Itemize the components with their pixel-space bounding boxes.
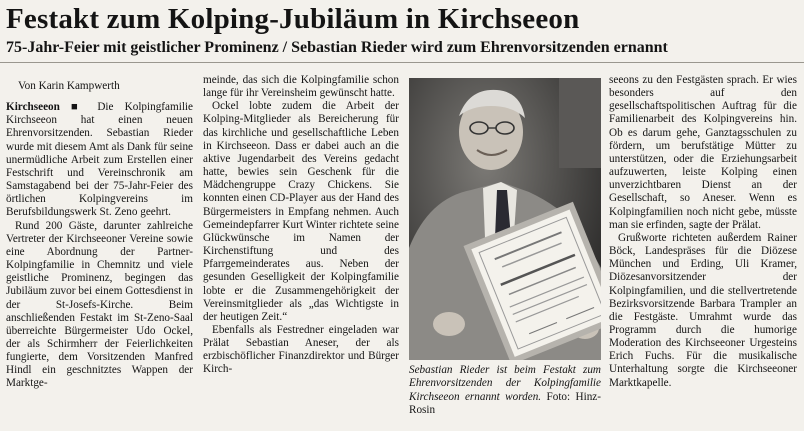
- byline: Von Karin Kampwerth: [18, 80, 120, 92]
- article-column-4: [609, 74, 797, 431]
- subheadline: 75-Jahr-Feier mit geistlicher Prominenz / Sebastian Rieder wird zum Ehrenvorsitzenden ernannt: [6, 39, 668, 56]
- paragraph: seeons zu den Festgästen sprach. Er wies besonders auf den gesellschaftspolitischen Auftrag für die Familienarbeit des Kolpingvereins hin. Ob es darum gehe, Ganztagsschulen zu fördern, um berufstätige Mütter zu unterstützen, oder die Erziehungsarbeit aufzuwerten, leiste Kolping einen unverzichtbaren Dienst an der Gesellschaft, so Aneser. Wenn es Kolpingfamilien noch nicht gebe, müsste man sie erfinden, sagte der Prälat.: [609, 74, 797, 231]
- news-photo: [409, 78, 601, 360]
- paragraph: meinde, das sich die Kolpingfamilie schon lange für ihr Vereinsheim gewünscht hatte.: [203, 74, 399, 100]
- article-column-2: [203, 74, 399, 431]
- paragraph: Ebenfalls als Festredner eingeladen war Prälat Sebastian Aneser, der als erzbischöflicher Finanzdirektor und Bürger Kirch-: [203, 323, 399, 376]
- article-column-1: Von Karin Kampwerth Kirchseeon ■ Die Kolpingfamilie Kirchseeon hat einen neuen Ehrenvorsitzenden. Sebastian Rieder wurde mit diesem Amt als Dank für seine unermüdliche Arbeit zum Erstellen einer Festschrift und Vereinschronik am Samstagabend bei der 75-Jahr-Feier des örtlichen Kolpingvereins im Berufsbildungswerk St. Zeno geehrt. Rund 200 Gäste, darunter zahlreiche Vertreter der Kirchseeoner Vereine sowie eine Abordnung der Partner-Kolpingfamilie in Chemnitz und viele geistliche Prominenz, begingen das Jubiläum zuvor bei einem Gottesdienst in der St-Josefs-Kirche. Beim anschließenden Festakt im St-Zeno-Saal überreichte Bürgermeister Udo Ockel, der als Schirmherr der Feierlichkeiten fungierte, dem Vorsitzenden Manfred Hindl ein geschnitztes Wappen der Marktge-: [6, 80, 193, 390]
- paragraph: Rund 200 Gäste, darunter zahlreiche Vertreter der Kirchseeoner Vereine sowie eine Abordnung der Partner-Kolpingfamilie in Chemnitz und viele geistliche Prominenz, begingen das Jubiläum zuvor bei einem Gottesdienst in der St-Josefs-Kirche. Beim anschließenden Festakt im St-Zeno-Saal überreichte Bürgermeister Udo Ockel, der als Schirmherr der Feierlichkeiten fungierte, dem Vorsitzenden Manfred Hindl ein geschnitztes Wappen der Marktge-: [6, 219, 193, 390]
- paragraph: Ockel lobte zudem die Arbeit der Kolping-Mitglieder als Bereicherung für das kirchliche und gesellschaftliche Leben in Kirchseeon. Dass er dabei auch an die aktive Jugendarbeit des Vereins gedacht hatte, bewies sein Geschenk für die Mädchengruppe Crazy Chickens. Sie konnten einen CD-Player aus der Hand des Bürgermeisters in Empfang nehmen. Auch Gemeindepfarrer Kurt Winter richtete seine Glückwünsche im Namen der Kirchenstiftung und des Pfarrgemeinderates aus. Neben der gesunden Geselligkeit der Kolpingfamilie lobte er die Zusammengehörigkeit der Vereinsmitglieder als „das Wichtigste in der heutigen Zeit.“: [203, 100, 399, 323]
- placeline: Kirchseeon: [6, 101, 60, 114]
- caption-text: Sebastian Rieder ist beim Festakt zum Ehrenvorsitzenden der Kolpingfamilie Kirchseeon ernannt worden.: [409, 364, 601, 403]
- headline: Festakt zum Kolping-Jubiläum in Kirchseeon: [6, 3, 580, 35]
- paragraph: Grußworte richteten außerdem Rainer Böck, Landespräses für die Diözese München und Erding, Uli Kramer, Diözesanvorsitzender der Kolpingfamilien, und die stellvertretende Bezirksvorsitzende Barbara Trampler an die Festgäste. Umrahmt wurde das Programm durch die humorige Moderation des Kirchseeoner Urgesteins Erich Fuchs. Für die musikalische Unterhaltung sorgte die Kirchseeoner Marktkapelle.: [609, 231, 797, 389]
- photo-credit: Foto: Hinz-Rosin: [409, 390, 601, 416]
- photo-caption: [409, 364, 601, 417]
- divider: [0, 62, 804, 63]
- paragraph: Die Kolpingfamilie Kirchseeon hat einen neuen Ehrenvorsitzenden. Sebastian Rieder wurde mit diesem Amt als Dank für seine unermüdliche Arbeit zum Erstellen einer Festschrift und Vereinschronik am Samstagabend bei der 75-Jahr-Feier des örtlichen Kolpingvereins im Berufsbildungswerk St. Zeno geehrt.: [6, 101, 193, 219]
